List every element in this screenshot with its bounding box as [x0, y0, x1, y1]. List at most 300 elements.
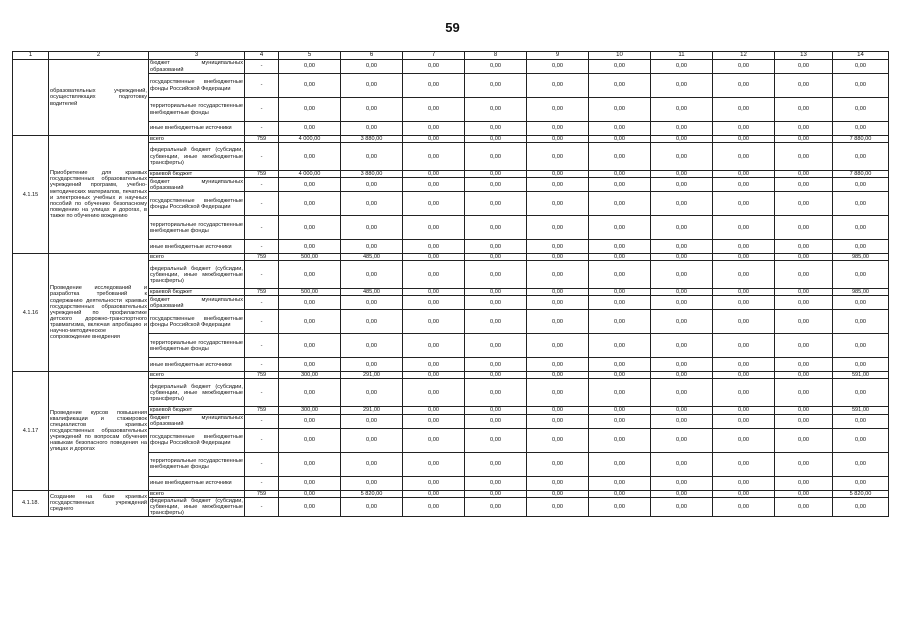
amount-cell: 0,00 [527, 310, 589, 334]
amount-cell: 0,00 [833, 74, 889, 98]
funding-source: территориальные государственные внебюджетные фонды [149, 98, 245, 122]
funding-source: всего [149, 372, 245, 379]
amount-cell: 0,00 [465, 372, 527, 379]
amount-cell: 291,00 [341, 407, 403, 414]
amount-cell: 3 880,00 [341, 171, 403, 178]
amount-cell: 0,00 [527, 122, 589, 136]
amount-cell: 0,00 [651, 143, 713, 171]
amount-cell: 0,00 [403, 261, 465, 289]
amount-cell: 0,00 [527, 372, 589, 379]
amount-cell: 0,00 [527, 74, 589, 98]
amount-cell: 0,00 [713, 476, 775, 490]
amount-cell: 0,00 [651, 289, 713, 296]
amount-cell: 0,00 [713, 122, 775, 136]
amount-cell: 985,00 [833, 289, 889, 296]
amount-cell: 0,00 [775, 261, 833, 289]
amount-cell: 0,00 [341, 216, 403, 240]
amount-cell: 0,00 [341, 414, 403, 428]
amount-cell: 0,00 [527, 490, 589, 497]
amount-cell: 0,00 [341, 122, 403, 136]
amount-cell: 0,00 [527, 240, 589, 254]
amount-cell: 300,00 [279, 407, 341, 414]
amount-cell: 0,00 [279, 261, 341, 289]
amount-cell: 291,00 [341, 372, 403, 379]
amount-cell: 0,00 [465, 289, 527, 296]
amount-cell: 0,00 [527, 178, 589, 192]
amount-cell: 0,00 [589, 310, 651, 334]
amount-cell: 0,00 [403, 334, 465, 358]
amount-cell: 0,00 [651, 476, 713, 490]
amount-cell: 0,00 [651, 358, 713, 372]
amount-cell: 0,00 [833, 98, 889, 122]
amount-cell: 0,00 [279, 310, 341, 334]
amount-cell: 0,00 [527, 136, 589, 143]
amount-cell: 0,00 [527, 452, 589, 476]
amount-cell: 0,00 [713, 289, 775, 296]
amount-cell: 0,00 [465, 122, 527, 136]
amount-cell: 0,00 [403, 296, 465, 310]
funding-source: федеральный бюджет (субсидии, субвенции, иные межбюджетные трансферты) [149, 261, 245, 289]
amount-cell: 0,00 [713, 414, 775, 428]
amount-cell: 0,00 [775, 98, 833, 122]
amount-cell: 0,00 [279, 490, 341, 497]
amount-cell: 0,00 [403, 60, 465, 74]
amount-cell: 500,00 [279, 254, 341, 261]
amount-cell: 0,00 [465, 216, 527, 240]
amount-cell: 0,00 [651, 334, 713, 358]
amount-cell: 0,00 [527, 143, 589, 171]
budget-code: - [245, 452, 279, 476]
funding-source: территориальные государственные внебюджетные фонды [149, 452, 245, 476]
amount-cell: 0,00 [403, 136, 465, 143]
amount-cell: 0,00 [713, 334, 775, 358]
amount-cell: 0,00 [651, 452, 713, 476]
amount-cell: 0,00 [651, 171, 713, 178]
amount-cell: 0,00 [651, 254, 713, 261]
funding-source: федеральный бюджет (субсидии, субвенции, иные межбюджетные трансферты) [149, 379, 245, 407]
amount-cell: 0,00 [775, 240, 833, 254]
funding-source: бюджет муниципальных образований [150, 296, 243, 309]
amount-cell: 0,00 [713, 296, 775, 310]
funding-source: бюджет муниципальных образований [150, 60, 243, 73]
amount-cell: 0,00 [527, 261, 589, 289]
amount-cell: 0,00 [403, 407, 465, 414]
amount-cell: 4 000,00 [279, 136, 341, 143]
budget-code: - [245, 240, 279, 254]
amount-cell: 0,00 [403, 289, 465, 296]
amount-cell: 0,00 [833, 476, 889, 490]
amount-cell: 300,00 [279, 372, 341, 379]
funding-source: иные внебюджетные источники [149, 240, 245, 254]
budget-code: - [245, 60, 279, 74]
amount-cell: 0,00 [465, 296, 527, 310]
amount-cell: 0,00 [713, 497, 775, 516]
amount-cell: 0,00 [713, 178, 775, 192]
measure-description: образовательных учреждений, осуществляющих подготовку водителей [49, 60, 149, 136]
amount-cell: 0,00 [465, 490, 527, 497]
amount-cell: 0,00 [465, 254, 527, 261]
amount-cell: 0,00 [279, 60, 341, 74]
funding-source: иные внебюджетные источники [149, 122, 245, 136]
amount-cell: 591,00 [833, 407, 889, 414]
column-number: 1 [13, 52, 49, 60]
amount-cell: 0,00 [279, 452, 341, 476]
amount-cell: 3 880,00 [341, 136, 403, 143]
amount-cell: 0,00 [713, 60, 775, 74]
amount-cell: 0,00 [465, 358, 527, 372]
amount-cell: 0,00 [341, 310, 403, 334]
amount-cell: 0,00 [775, 497, 833, 516]
amount-cell: 0,00 [651, 98, 713, 122]
amount-cell: 0,00 [775, 428, 833, 452]
amount-cell: 0,00 [589, 171, 651, 178]
amount-cell: 0,00 [527, 60, 589, 74]
budget-code: 759 [245, 136, 279, 143]
budget-code: - [245, 358, 279, 372]
budget-code: - [245, 74, 279, 98]
amount-cell: 0,00 [279, 296, 341, 310]
funding-source: краевой бюджет [149, 407, 245, 414]
amount-cell: 0,00 [589, 379, 651, 407]
amount-cell: 0,00 [403, 122, 465, 136]
amount-cell: 0,00 [403, 372, 465, 379]
amount-cell: 0,00 [589, 136, 651, 143]
budget-code: 759 [245, 289, 279, 296]
amount-cell: 0,00 [833, 428, 889, 452]
column-number-row [13, 52, 889, 60]
budget-code: - [245, 497, 279, 516]
measure-code: 4.1.17 [13, 372, 49, 490]
amount-cell: 0,00 [775, 452, 833, 476]
amount-cell: 0,00 [279, 74, 341, 98]
measure-code: 4.1.18. [13, 490, 49, 516]
amount-cell: 0,00 [775, 310, 833, 334]
measure-code: 4.1.15 [13, 136, 49, 254]
amount-cell: 0,00 [527, 414, 589, 428]
column-number: 3 [149, 52, 245, 60]
amount-cell: 0,00 [465, 476, 527, 490]
amount-cell: 0,00 [279, 178, 341, 192]
budget-code: - [245, 296, 279, 310]
amount-cell: 0,00 [775, 414, 833, 428]
amount-cell: 0,00 [279, 379, 341, 407]
amount-cell: 0,00 [341, 497, 403, 516]
amount-cell: 0,00 [589, 334, 651, 358]
amount-cell: 0,00 [341, 334, 403, 358]
amount-cell: 0,00 [341, 143, 403, 171]
amount-cell: 0,00 [775, 74, 833, 98]
budget-code: 759 [245, 372, 279, 379]
amount-cell: 0,00 [527, 216, 589, 240]
amount-cell: 0,00 [403, 490, 465, 497]
amount-cell: 0,00 [775, 476, 833, 490]
amount-cell: 0,00 [279, 98, 341, 122]
funding-source: бюджет муниципальных образований [150, 178, 243, 191]
amount-cell: 0,00 [589, 296, 651, 310]
amount-cell: 0,00 [833, 452, 889, 476]
budget-table [12, 51, 889, 517]
amount-cell: 0,00 [403, 192, 465, 216]
funding-source: краевой бюджет [149, 289, 245, 296]
table-row [13, 60, 889, 74]
amount-cell: 0,00 [775, 60, 833, 74]
amount-cell: 0,00 [527, 296, 589, 310]
funding-source: иные внебюджетные источники [149, 358, 245, 372]
budget-code: - [245, 261, 279, 289]
amount-cell: 0,00 [651, 296, 713, 310]
amount-cell: 0,00 [651, 372, 713, 379]
amount-cell: 0,00 [341, 74, 403, 98]
amount-cell: 0,00 [465, 310, 527, 334]
budget-code: - [245, 428, 279, 452]
amount-cell: 0,00 [279, 358, 341, 372]
amount-cell: 7 880,00 [833, 136, 889, 143]
column-number: 8 [465, 52, 527, 60]
amount-cell: 0,00 [589, 143, 651, 171]
table-row [13, 136, 889, 143]
amount-cell: 0,00 [341, 296, 403, 310]
amount-cell: 0,00 [465, 334, 527, 358]
amount-cell: 0,00 [713, 310, 775, 334]
amount-cell: 0,00 [775, 490, 833, 497]
amount-cell: 0,00 [833, 143, 889, 171]
amount-cell: 0,00 [589, 407, 651, 414]
budget-code: - [245, 192, 279, 216]
amount-cell: 0,00 [589, 497, 651, 516]
amount-cell: 591,00 [833, 372, 889, 379]
column-number: 7 [403, 52, 465, 60]
amount-cell: 0,00 [713, 98, 775, 122]
amount-cell: 0,00 [651, 428, 713, 452]
amount-cell: 0,00 [279, 143, 341, 171]
amount-cell: 0,00 [775, 216, 833, 240]
funding-source: федеральный бюджет (субсидии, субвенции, иные межбюджетные трансферты) [150, 497, 243, 516]
amount-cell: 0,00 [833, 192, 889, 216]
amount-cell: 0,00 [465, 414, 527, 428]
amount-cell: 7 880,00 [833, 171, 889, 178]
amount-cell: 0,00 [833, 497, 889, 516]
amount-cell: 0,00 [465, 74, 527, 98]
amount-cell: 0,00 [775, 178, 833, 192]
funding-source: всего [149, 136, 245, 143]
amount-cell: 0,00 [651, 407, 713, 414]
amount-cell: 0,00 [589, 240, 651, 254]
amount-cell: 0,00 [775, 407, 833, 414]
measure-code [13, 60, 49, 136]
amount-cell: 0,00 [589, 358, 651, 372]
amount-cell: 0,00 [527, 497, 589, 516]
column-number: 14 [833, 52, 889, 60]
amount-cell: 0,00 [775, 379, 833, 407]
amount-cell: 0,00 [589, 452, 651, 476]
budget-code: 759 [245, 407, 279, 414]
amount-cell: 0,00 [651, 122, 713, 136]
measure-description: Приобретение для краевых государственных образовательных учреждений программ, учебно-методических материалов, печатных и электронных учебных и научных пособий по обучению безопасному поведению на улицах и дорогах, в также по обучению вождению [49, 136, 149, 254]
budget-code: - [245, 216, 279, 240]
amount-cell: 0,00 [713, 490, 775, 497]
amount-cell: 0,00 [713, 240, 775, 254]
funding-source: территориальные государственные внебюджетные фонды [149, 334, 245, 358]
amount-cell: 0,00 [279, 414, 341, 428]
amount-cell: 0,00 [833, 261, 889, 289]
amount-cell: 0,00 [465, 379, 527, 407]
amount-cell: 0,00 [589, 289, 651, 296]
amount-cell: 0,00 [833, 240, 889, 254]
amount-cell: 0,00 [589, 254, 651, 261]
amount-cell: 0,00 [775, 296, 833, 310]
amount-cell: 4 000,00 [279, 171, 341, 178]
amount-cell: 0,00 [465, 428, 527, 452]
amount-cell: 0,00 [527, 254, 589, 261]
amount-cell: 0,00 [465, 171, 527, 178]
amount-cell: 0,00 [465, 240, 527, 254]
amount-cell: 0,00 [713, 192, 775, 216]
funding-source: государственные внебюджетные фонды Российской Федерации [149, 310, 245, 334]
amount-cell: 0,00 [713, 254, 775, 261]
amount-cell: 0,00 [775, 192, 833, 216]
amount-cell: 0,00 [833, 296, 889, 310]
amount-cell: 0,00 [589, 216, 651, 240]
amount-cell: 0,00 [341, 261, 403, 289]
amount-cell: 5 820,00 [341, 490, 403, 497]
amount-cell: 0,00 [279, 476, 341, 490]
amount-cell: 0,00 [527, 476, 589, 490]
amount-cell: 0,00 [589, 60, 651, 74]
amount-cell: 0,00 [403, 379, 465, 407]
amount-cell: 0,00 [713, 261, 775, 289]
amount-cell: 0,00 [713, 143, 775, 171]
column-number: 12 [713, 52, 775, 60]
amount-cell: 0,00 [713, 171, 775, 178]
amount-cell: 0,00 [403, 476, 465, 490]
amount-cell: 0,00 [589, 98, 651, 122]
budget-code: 759 [245, 490, 279, 497]
funding-source: территориальные государственные внебюджетные фонды [149, 216, 245, 240]
amount-cell: 0,00 [279, 334, 341, 358]
amount-cell: 0,00 [403, 497, 465, 516]
budget-code: - [245, 178, 279, 192]
amount-cell: 0,00 [589, 261, 651, 289]
amount-cell: 0,00 [589, 428, 651, 452]
amount-cell: 0,00 [279, 122, 341, 136]
amount-cell: 0,00 [713, 136, 775, 143]
column-number: 6 [341, 52, 403, 60]
amount-cell: 0,00 [403, 358, 465, 372]
amount-cell: 0,00 [341, 358, 403, 372]
table-row [13, 254, 889, 261]
budget-code: - [245, 143, 279, 171]
amount-cell: 0,00 [713, 407, 775, 414]
measure-code: 4.1.16 [13, 254, 49, 372]
amount-cell: 0,00 [589, 192, 651, 216]
amount-cell: 0,00 [465, 143, 527, 171]
budget-code: 759 [245, 254, 279, 261]
measure-description: Создание на базе краевых государственных учреждений среднего [49, 490, 149, 516]
amount-cell: 0,00 [341, 178, 403, 192]
amount-cell: 0,00 [465, 178, 527, 192]
amount-cell: 0,00 [651, 136, 713, 143]
amount-cell: 0,00 [465, 261, 527, 289]
amount-cell: 985,00 [833, 254, 889, 261]
amount-cell: 0,00 [341, 379, 403, 407]
amount-cell: 0,00 [651, 414, 713, 428]
budget-code: - [245, 379, 279, 407]
amount-cell: 0,00 [775, 372, 833, 379]
funding-source: государственные внебюджетные фонды Российской Федерации [149, 74, 245, 98]
measure-description: Проведение курсов повышения квалификации и стажировок специалистов краевых государственных образовательных учреждений по вопросам обучения навыкам безопасного поведения на улицах и дорогах [49, 372, 149, 490]
amount-cell: 0,00 [279, 192, 341, 216]
amount-cell: 0,00 [651, 497, 713, 516]
amount-cell: 0,00 [589, 74, 651, 98]
amount-cell: 0,00 [279, 428, 341, 452]
measure-description: Проведение исследований и разработка требований к содержанию деятельности краевых государственных образовательных учреждений по профилактике детского дорожно-транспортного травматизма, включая апробацию и научно-методическое сопровождение внедрения [49, 254, 149, 372]
amount-cell: 0,00 [833, 334, 889, 358]
budget-code: - [245, 414, 279, 428]
column-number: 9 [527, 52, 589, 60]
funding-source: государственные внебюджетные фонды Российской Федерации [149, 428, 245, 452]
amount-cell: 0,00 [775, 136, 833, 143]
amount-cell: 0,00 [527, 98, 589, 122]
funding-source: всего [149, 254, 245, 261]
budget-code: - [245, 122, 279, 136]
amount-cell: 0,00 [527, 379, 589, 407]
amount-cell: 0,00 [833, 358, 889, 372]
amount-cell: 0,00 [589, 414, 651, 428]
amount-cell: 0,00 [775, 358, 833, 372]
amount-cell: 0,00 [341, 192, 403, 216]
amount-cell: 0,00 [341, 98, 403, 122]
table-row [13, 372, 889, 379]
amount-cell: 0,00 [651, 261, 713, 289]
amount-cell: 0,00 [775, 143, 833, 171]
amount-cell: 0,00 [341, 452, 403, 476]
column-number: 11 [651, 52, 713, 60]
amount-cell: 0,00 [527, 358, 589, 372]
budget-code: - [245, 98, 279, 122]
amount-cell: 0,00 [651, 379, 713, 407]
amount-cell: 485,00 [341, 254, 403, 261]
funding-source: бюджет муниципальных образований [150, 414, 243, 428]
budget-code: - [245, 310, 279, 334]
amount-cell: 0,00 [713, 74, 775, 98]
column-number: 2 [49, 52, 149, 60]
amount-cell: 0,00 [465, 60, 527, 74]
amount-cell: 0,00 [713, 216, 775, 240]
amount-cell: 0,00 [403, 171, 465, 178]
amount-cell: 0,00 [833, 414, 889, 428]
amount-cell: 500,00 [279, 289, 341, 296]
column-number: 4 [245, 52, 279, 60]
amount-cell: 0,00 [651, 60, 713, 74]
amount-cell: 0,00 [651, 216, 713, 240]
funding-source: федеральный бюджет (субсидии, субвенции, иные межбюджетные трансферты) [149, 143, 245, 171]
amount-cell: 0,00 [833, 310, 889, 334]
amount-cell: 0,00 [589, 372, 651, 379]
amount-cell: 0,00 [403, 414, 465, 428]
amount-cell: 0,00 [403, 143, 465, 171]
amount-cell: 0,00 [651, 192, 713, 216]
amount-cell: 0,00 [465, 136, 527, 143]
amount-cell: 0,00 [527, 192, 589, 216]
amount-cell: 0,00 [651, 178, 713, 192]
amount-cell: 0,00 [713, 379, 775, 407]
amount-cell: 0,00 [279, 497, 341, 516]
funding-source: краевой бюджет [149, 171, 245, 178]
amount-cell: 0,00 [403, 428, 465, 452]
funding-source: иные внебюджетные источники [149, 476, 245, 490]
amount-cell: 0,00 [651, 310, 713, 334]
amount-cell: 0,00 [465, 98, 527, 122]
